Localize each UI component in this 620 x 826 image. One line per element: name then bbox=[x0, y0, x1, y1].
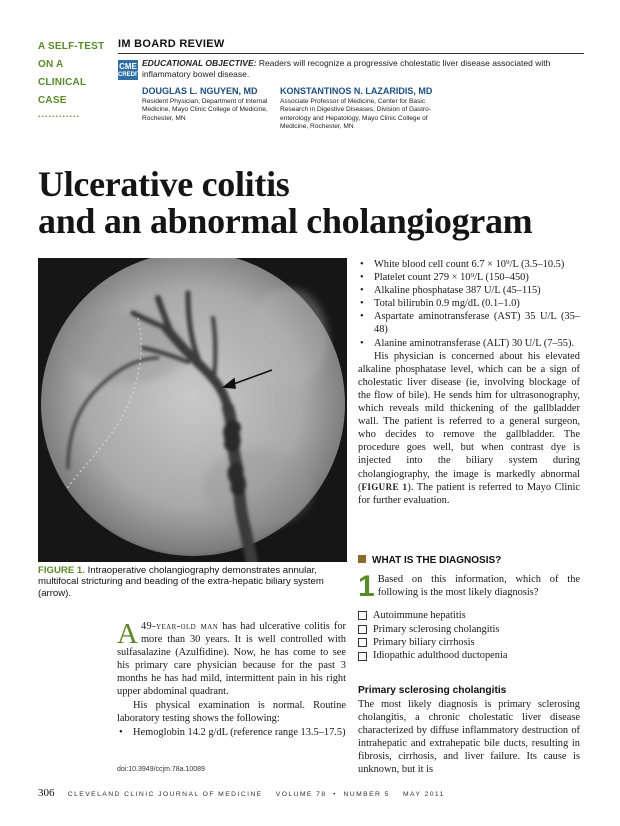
objective-lead: EDUCATIONAL OBJECTIVE: bbox=[142, 58, 257, 68]
lab-item: • White blood cell count 6.7 × 10⁹/L (3.5–10.5) bbox=[358, 258, 580, 271]
article-title bbox=[38, 166, 598, 240]
title-line-2: and an abnormal cholangiogram bbox=[38, 201, 533, 241]
diagnosis-heading-text: WHAT IS THE DIAGNOSIS? bbox=[372, 555, 502, 566]
cme-badge-top: CME bbox=[119, 62, 137, 71]
intro-smallcaps: 49-year-old man bbox=[140, 621, 219, 632]
educational-objective bbox=[142, 58, 582, 79]
sidebar-dots: ............ bbox=[38, 109, 81, 119]
checkbox-icon[interactable] bbox=[358, 611, 367, 620]
author-name: KONSTANTINOS N. LAZARIDIS, MD bbox=[280, 86, 433, 96]
volume: VOLUME 78 bbox=[275, 791, 327, 798]
sidebar-tag-line: A SELF-TEST bbox=[38, 41, 105, 52]
lab-item: • Alkaline phosphatase 387 U/L (45–115) bbox=[358, 284, 580, 297]
answer-heading: Primary sclerosing cholangitis bbox=[358, 685, 507, 696]
heading-square-icon bbox=[358, 555, 366, 563]
page-number: 306 bbox=[38, 787, 55, 799]
answer-options bbox=[358, 609, 580, 663]
option-label: Autoimmune hepatitis bbox=[373, 610, 466, 622]
intro-text: has had ulcerative colitis for more than 30 years. It is well controlled with sulfasalazine (Azulfidine). Now, he has come to see his primary care physician because for the past 3 months he has had mild, intermittent pain in his right upper abdominal quadrant. bbox=[117, 621, 346, 698]
author-1 bbox=[142, 86, 272, 123]
drop-cap: A bbox=[117, 618, 138, 650]
option-label: Primary sclerosing cholangitis bbox=[373, 623, 500, 635]
checkbox-icon[interactable] bbox=[358, 638, 367, 647]
author-name: DOUGLAS L. NGUYEN, MD bbox=[142, 86, 258, 96]
checkbox-icon[interactable] bbox=[358, 625, 367, 634]
footer-separator: • bbox=[333, 791, 337, 798]
sidebar-tag-line: ON A bbox=[38, 59, 64, 70]
lab-item: • Hemoglobin 14.2 g/dL (reference range 13.5–17.5) bbox=[117, 726, 346, 739]
option-label: Primary biliary cirrhosis bbox=[373, 637, 475, 648]
figure-caption bbox=[38, 565, 347, 599]
option-label: Idiopathic adulthood ductopenia bbox=[373, 650, 508, 662]
left-body-column bbox=[117, 620, 346, 739]
referral-paragraph bbox=[358, 350, 580, 507]
answer-option[interactable] bbox=[358, 623, 580, 636]
lab-item: • Alanine aminotransferase (ALT) 30 U/L (7–55). bbox=[358, 337, 580, 350]
doi: doi:10.3949/ccjm.78a.10089 bbox=[117, 766, 205, 773]
answer-body: The most likely diagnosis is primary sclerosing cholangitis, a chronic cholestatic liver disease characterized by diffuse inflammatory destruction of intrahepatic and extrahepatic bile ducts, resulting in fibrosis, cirrhosis, and liver failure. Its cause is unknown, but it is bbox=[358, 699, 580, 776]
author-affiliation: Associate Professor of Medicine, Center for Basic Research in Digestive Diseases, Division of Gastro-enterology and Hepatology, Mayo Clinic College of Medicine, Rochester, MN bbox=[280, 98, 431, 131]
sidebar-tag-line: CASE bbox=[38, 95, 67, 106]
answer-option[interactable] bbox=[358, 649, 580, 662]
figure-caption-text: Intraoperative cholangiography demonstrates annular, multifocal stricturing and beading of the extra-hepatic biliary system (arrow). bbox=[38, 565, 324, 599]
issue-date: MAY 2011 bbox=[402, 791, 445, 798]
author-2 bbox=[280, 86, 450, 132]
sidebar-tag-line: CLINICAL bbox=[38, 77, 87, 88]
lab-item: • Platelet count 279 × 10⁹/L (150–450) bbox=[358, 271, 580, 284]
objective-text: Readers will recognize a progressive cholestatic liver disease associated with inflammatory bowel disease. bbox=[142, 58, 551, 79]
diagnosis-heading bbox=[358, 555, 501, 566]
title-line-1: Ulcerative colitis bbox=[38, 164, 290, 204]
section-label: IM BOARD REVIEW bbox=[118, 38, 225, 50]
checkbox-icon[interactable] bbox=[358, 652, 367, 661]
cme-credit-icon bbox=[118, 60, 141, 80]
author-affiliation: Resident Physician, Department of Internal Medicine, Mayo Clinic College of Medicine, Rochester, MN bbox=[142, 98, 268, 122]
exam-paragraph: His physical examination is normal. Routine laboratory testing shows the following: bbox=[117, 699, 346, 724]
lab-item: • Total bilirubin 0.9 mg/dL (0.1–1.0) bbox=[358, 297, 580, 310]
referral-text: His physician is concerned about his elevated alkaline phosphatase level, which can be a sign of cholestatic liver disease (ie, involving blockage of the flow of bile). He sends him for ultrasonography, which reveals mild thickening of the gallbladder wall. The patient is referred to a general surgeon, who decides to remove the gallbladder. The procedure goes well, but when contrast dye is injected into the biliary system during cholangiography, the image is markedly abnormal ( bbox=[358, 350, 580, 493]
journal-name: CLEVELAND CLINIC JOURNAL OF MEDICINE bbox=[67, 791, 263, 798]
issue-number: NUMBER 5 bbox=[343, 791, 390, 798]
lab-item: • Aspartate aminotransferase (AST) 35 U/L (35–48) bbox=[358, 310, 580, 336]
right-body-column bbox=[358, 257, 580, 507]
referral-text-end: ). The patient is referred to Mayo Clinic for further evaluation. bbox=[358, 481, 580, 506]
section-divider bbox=[118, 53, 584, 54]
question-text: Based on this information, which of the following is the most likely diagnosis? bbox=[377, 574, 580, 599]
page-footer bbox=[38, 787, 445, 799]
figure-reference: FIGURE 1 bbox=[361, 481, 408, 492]
intro-paragraph bbox=[117, 620, 346, 699]
cme-badge-bottom: CREDIT bbox=[118, 72, 141, 78]
answer-option[interactable] bbox=[358, 636, 580, 649]
answer-option[interactable] bbox=[358, 609, 580, 622]
figure-label: FIGURE 1. bbox=[38, 565, 85, 576]
lab-list-right bbox=[358, 258, 580, 350]
lab-list-left bbox=[117, 726, 346, 739]
sidebar-tag bbox=[38, 38, 106, 118]
cholangiogram-image bbox=[38, 258, 347, 562]
question-block bbox=[358, 570, 580, 663]
question-number: 1 bbox=[358, 570, 375, 603]
cholangiogram-drawing bbox=[38, 258, 347, 562]
